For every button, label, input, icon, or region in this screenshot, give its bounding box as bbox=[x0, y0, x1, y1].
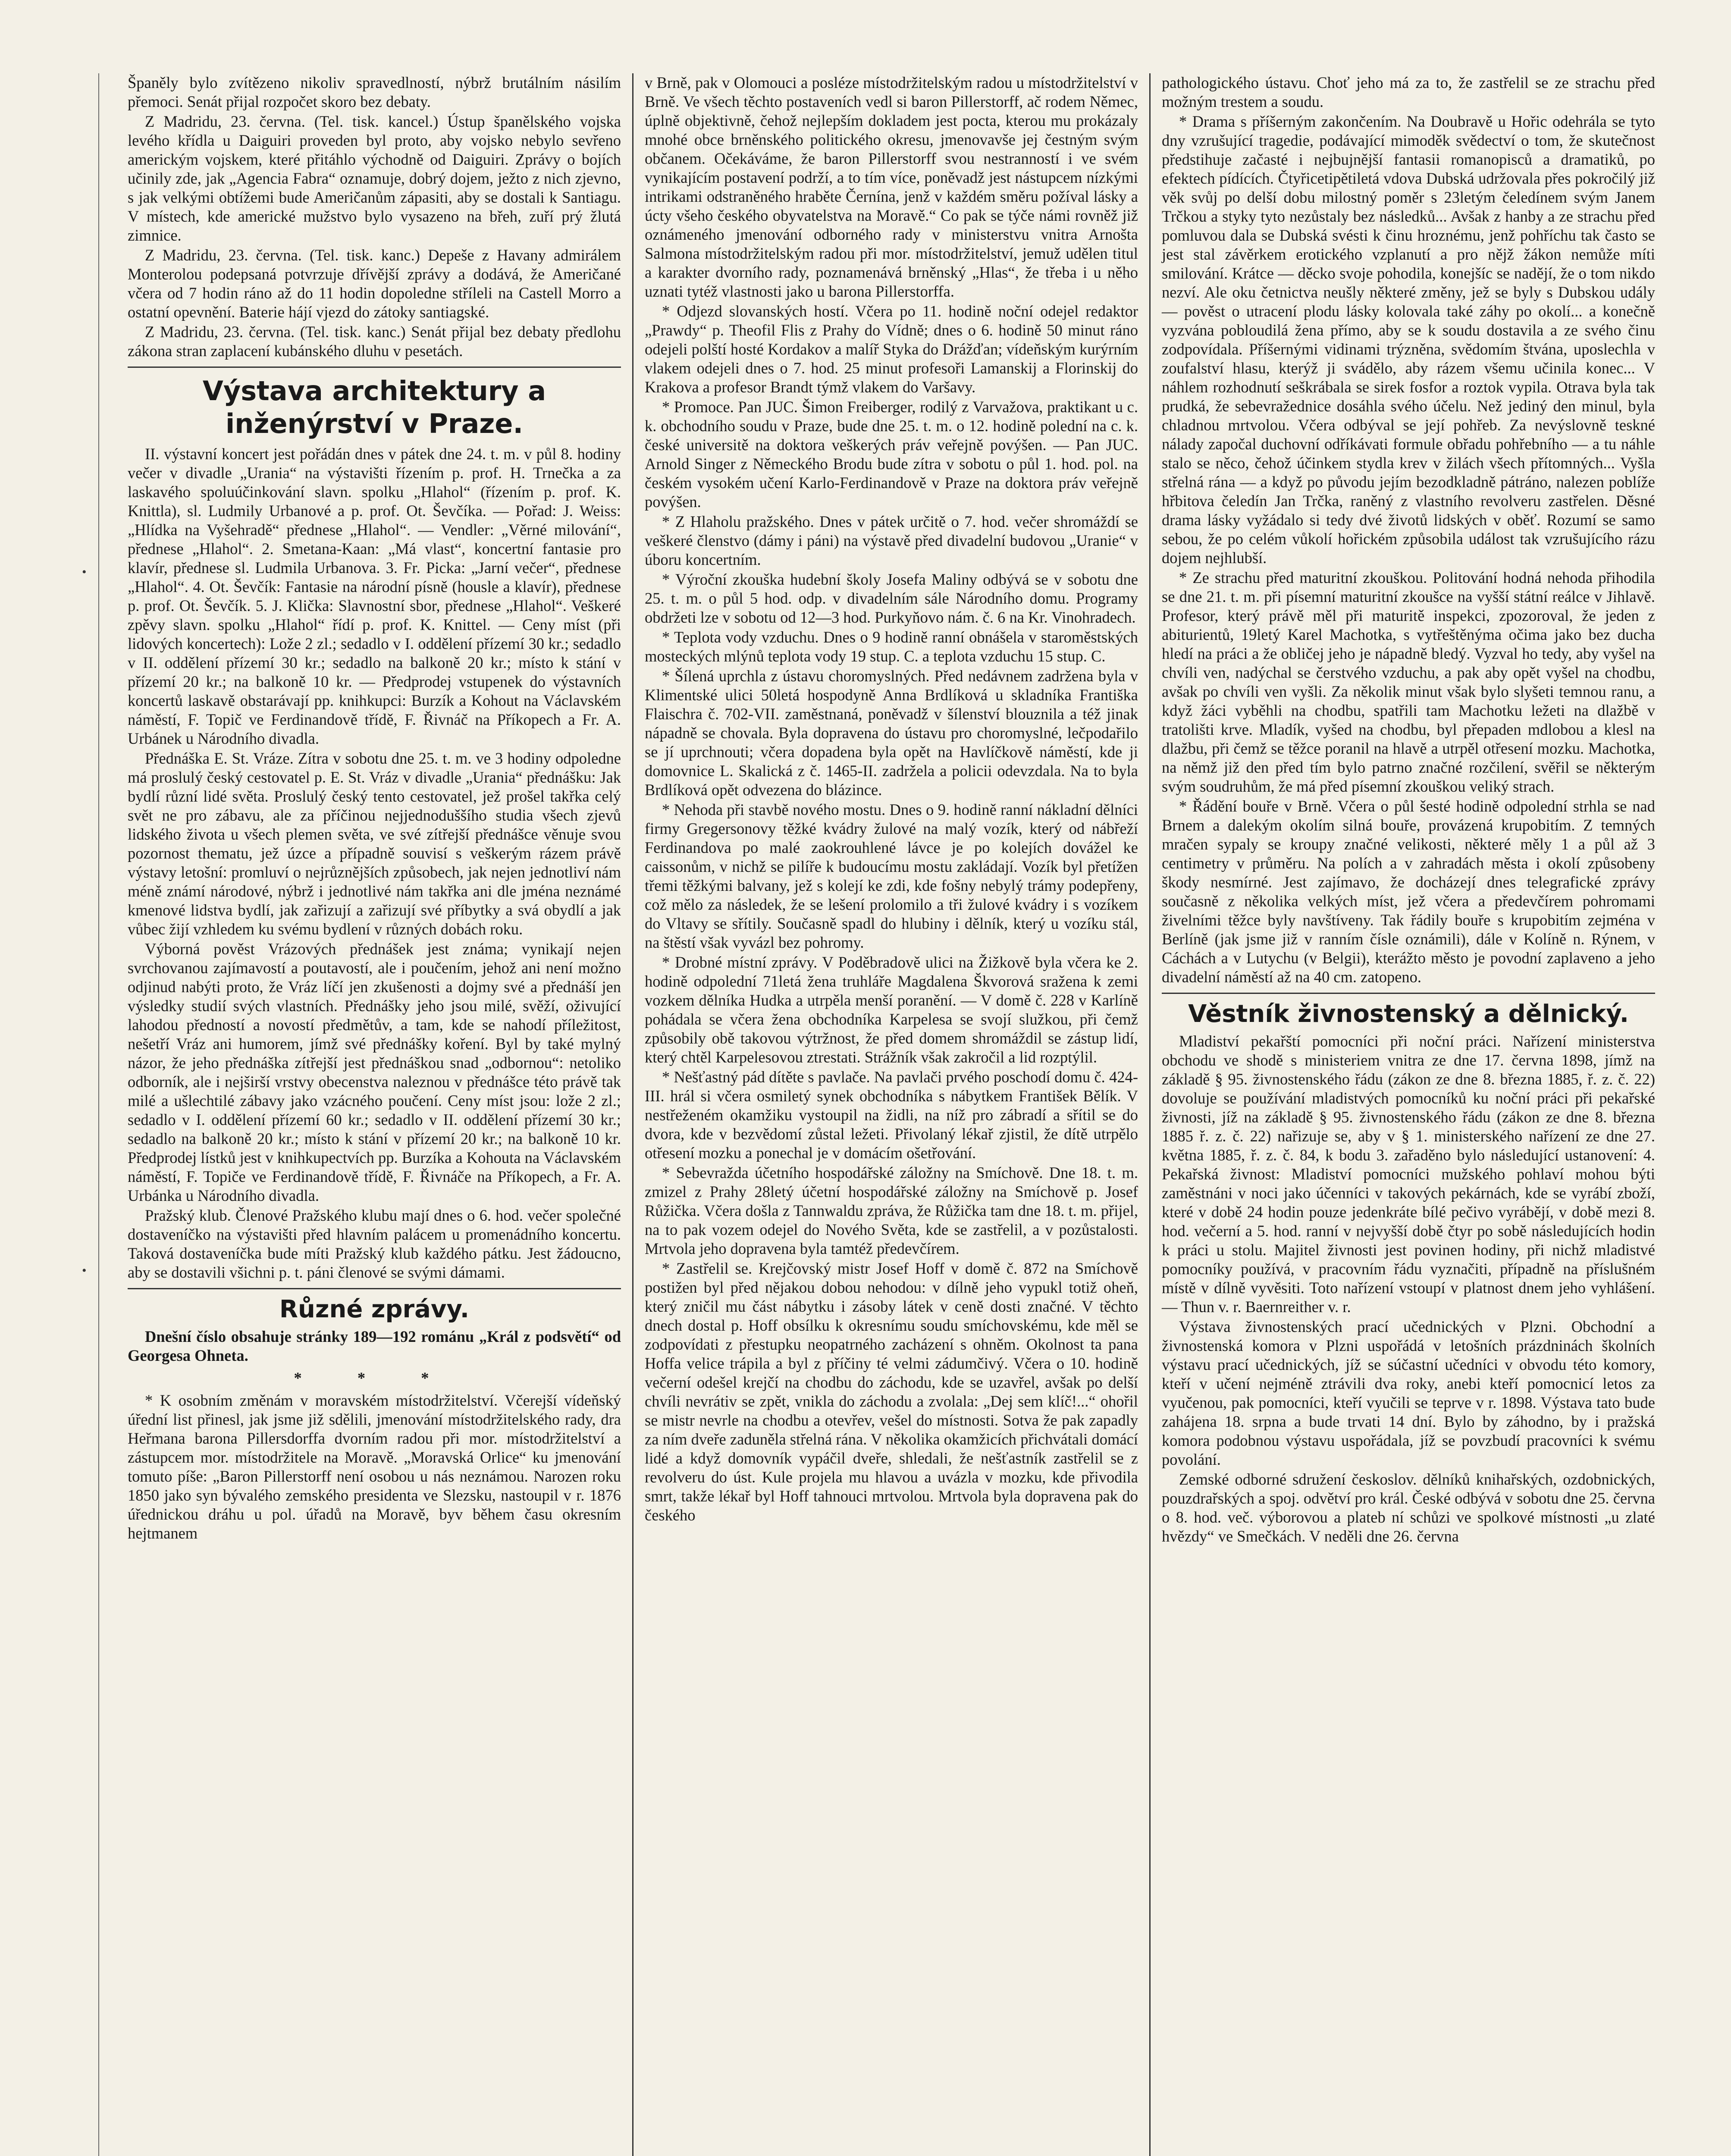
news-item: * Výroční zkouška hudební školy Josefa Maliny odbývá se v sobotu dne 25. t. m. o půl 5 hod. odp. v divadelním sále Národního domu. Programy obdržeti lze v sobotu od 12—3 hod. Purkyňovo nám. č. 6 na Kr. Vinohradech. bbox=[645, 570, 1138, 626]
column-1 bbox=[116, 73, 632, 2156]
news-item: * Ze strachu před maturitní zkouškou. Politování hodná nehoda přihodila se dne 21. t. m. při písemní maturitní zkoušce na vyšší státní reálce v Jihlavě. Profesor, který právě měl při maturitě inspekci, zpozoroval, že jeden z abiturientů, 19letý Karel Machotka, s vytřeštěnýma očima jako bez ducha hledí na práci a že obličej jeho je nápadně bledý. Vyzval ho tedy, aby vyšel na chvíli ven, nadýchal se čerstvého vzduchu, a pak aby opět vyšel na chodbu, avšak po chvíli ven vyšli. Za několik minut však bylo slyšeti temnou ranu, a když žáci vyběhli na chodbu, spatřili tam Machotku ležeti na dlažbě v tratolišti krve. Mladík, vyšed na chodbu, byl přepaden mdlobou a klesl na dlažbu, při čemž se těžce poranil na hlavě a utrpěl otřesení mozku. Machotka, na němž již den před tím bylo patrno značné rozčilení, svěřil se některým svým soudruhům, že má před písemní zkouškou veliký strach. bbox=[1162, 569, 1655, 795]
news-item: Zemské odborné sdružení českoslov. dělníků knihařských, ozdobnických, pouzdrařských a spoj. odvětví pro král. České odbývá v sobotu dne 25. června o 8. hod. več. výborovou a plateb ní schůzi ve spolkové místnosti „u zlaté hvězdy“ ve Smečkách. V neděli dne 26. června bbox=[1162, 1470, 1655, 1545]
article-paragraph: Pražský klub. Členové Pražského klubu mají dnes o 6. hod. večer společné dostaveníčko na výstavišti před hlavním palácem u promenádního koncertu. Taková dostaveníčka bude míti Pražský klub každého pátku. Jest žádoucno, aby se dostavili všichni p. t. páni členové se svými dámami. bbox=[128, 1206, 621, 1281]
section-divider bbox=[128, 367, 621, 368]
news-item: * Nehoda při stavbě nového mostu. Dnes o 9. hodině ranní nákladní dělníci firmy Gregersonovy těžké kvádry žulové na malý vozík, který od nábřeží Ferdinandova po malé zaokrouhlené lávce je po kolejích dovážel ke caissonům, v nichž se pilíře k budoucímu mostu zakládají. Vozík byl přetížen třemi těžkými balvany, jež s kolejí ke zdi, kde fošny nebylý trámy podepřeny, což mělo za následek, že se lešení prolomilo a tři žulové kvádry i s vozíkem do Vltavy se sřítily. Současně spadl do hlubiny i dělník, který u vozíku stál, na štěstí však vyvázl bez pohromy. bbox=[645, 801, 1138, 951]
news-item: * Odjezd slovanských hostí. Včera po 11. hodině noční odejel redaktor „Prawdy“ p. Theofil Flis z Prahy do Vídně; dnes o 6. hodině 50 minut ráno odejeli polští hosté Kordakov a malíř Styka do Drážďan; vídeňským kurýrním vlakem odejeli dnes o 7. hod. 25 minut profesoři Lamanskij a Florinskij do Krakova a profesor Brandt týmž vlakem do Varšavy. bbox=[645, 302, 1138, 396]
article-paragraph: II. výstavní koncert jest pořádán dnes v pátek dne 24. t. m. v půl 8. hodiny večer v divadle „Urania“ na výstavišti řízením p. prof. H. Trnečka a za laskavého spoluúčinkování slavn. spolku „Hlahol“ (řízením p. prof. K. Knittla), sl. Ludmily Urbanové a p. prof. Ot. Ševčíka. — Pořad: J. Weiss: „Hlídka na Vyšehradě“ přednese „Hlahol“. — Vendler: „Věrné milování“, přednese „Hlahol“. 2. Smetana-Kaan: „Má vlast“, koncertní fantasie pro klavír, přednese sl. Ludmila Urbanova. 3. Fr. Picka: „Jarní večer“, přednese „Hlahol“. 4. Ot. Ševčík: Fantasie na národní písně (housle a klavír), přednese p. prof. Ot. Ševčík. 5. J. Klička: Slavnostní sbor, přednese „Hlahol“. Veškeré zpěvy slavn. spolku „Hlahol“ řídí p. prof. K. Knittel. — Ceny míst (při lidových koncertech): Lože 2 zl.; sedadlo v I. oddělení přízemí 30 kr.; sedadlo v II. oddělení přízemí 30 kr.; sedadlo na balkoně 20 kr.; místo k stání v přízemí 20 kr.; na balkoně 10 kr. — Předprodej vstupenek do výstavních koncertů laskavě obstarávají pp. knihkupci: Burzík a Kohout na Václavském náměstí, F. Topič ve Ferdinandově třídě, F. Řivnáč na Příkopech a Fr. A. Urbánek u Národního divadla. bbox=[128, 445, 621, 747]
news-item: * Teplota vody vzduchu. Dnes o 9 hodině ranní obnášela v staroměstských mosteckých mlýnů teplota vody 19 stup. C. a teplota vzduchu 15 stup. C. bbox=[645, 628, 1138, 665]
margin-mark: • bbox=[82, 1263, 87, 1278]
news-item: Mladiství pekařští pomocníci při noční práci. Nařízení ministerstva obchodu ve shodě s ministeriem vnitra ze dne 17. června 1898, jímž na základě § 95. živnostenského řádu (zákon ze dne 8. března 1885, ř. z. č. 22) dovoluje se používání mladistvých pomocníků ku noční práci při pekařské živnosti, jíž na základě § 95. živnostenského řádu (zákon ze dne 8. března 1885 ř. z. č. 22) nařizuje se, aby v § 1. ministerského nařízení ze dne 27. května 1885, ř. z. č. 84, k bodu 3. zařaděno bylo následující ustanovení: 4. Pekařská živnost: Mladiství pomocníci mužského pohlaví mohou býti zaměstnáni v noci jako účenníci v takových pekárnách, kde se vyrábí zboží, které v době 24 hodin pouze jedenkráte bílé pečivo vyrábějí, v době mezi 8. hod. večerní a 5. hod. ranní v nejvyšší době čtyr po sobě následujících hodin k práci u stolu. Majitel živnosti jest povinen hodiny, při nichž mladistvé pomocníky používá, v pracovním řádu vyznačiti, případně na příslušném místě v dílně vyvěsiti. Toto nařízení vstoupí v platnost dnem jeho vyhlášení. — Thun v. r. Baernreither v. r. bbox=[1162, 1032, 1655, 1316]
news-item: * Z Hlaholu pražského. Dnes v pátek určitě o 7. hod. večer shromáždí se veškeré členstvo (dámy i páni) na výstavě před divadelní budovou „Uranie“ v úboru koncertním. bbox=[645, 513, 1138, 568]
news-item: * K osobním změnám v moravském místodržitelství. Včerejší vídeňský úřední list přinesl, jak jsme již sdělili, jmenování místodržitelského rady, dra Heřmana barona Pillersdorffa dvorním radou při mor. místodržitelství a zástupcem mor. místodržitele na Moravě. „Moravská Orlice“ ku jmenování tomuto píše: „Baron Pillerstorff není osobou u nás neznámou. Narozen roku 1850 jako syn bývalého zemského presidenta ve Slezsku, nastoupil v r. 1876 úřednickou dráhu u pol. úřadů na Moravě, byv během času okresním hejtmanem bbox=[128, 1391, 621, 1542]
news-item: * Promoce. Pan JUC. Šimon Freiberger, rodilý z Varvažova, praktikant u c. k. obchodního soudu v Praze, bude dne 25. t. m. o 12. hodině polední na c. k. české universitě na doktora veškerých práv veřejně povýšen. — Pan JUC. Arnold Singer z Německého Brodu bude zítra v sobotu o půl 1. hod. pol. na českém vysokém učení Karlo-Ferdinandově v Praze na doktora práv veřejně povýšen. bbox=[645, 398, 1138, 511]
telegram-paragraph: Z Madridu, 23. června. (Tel. tisk. kanc.) Depeše z Havany admirálem Monterolou podepsaná potvrzuje dřívější zprávy a dodává, že Američané včera od 7 hodin ráno až do 11 hodin dopoledne stříleli na Castell Morro a ostatní opevnění. Baterie hájí vjezd do zátoky santiagské. bbox=[128, 246, 621, 321]
article-paragraph: Španěly bylo zvítězeno nikoliv spravedlností, nýbrž brutálním násilím přemoci. Senát přijal rozpočet skoro bez debaty. bbox=[128, 74, 621, 110]
news-item: * Zastřelil se. Krejčovský mistr Josef Hoff v domě č. 872 na Smíchově postižen byl před nějakou dobou nehodou: v dílně jeho vypukl totiž oheň, který zničil mu část nábytku i zásoby látek v ceně dosti značné. V těchto dnech dostal p. Hoff obsílku k okresnímu soudu smíchovskému, kde měl se zodpovídati z přestupku neopatrného zacházení s ohněm. Okolnost ta pana Hoffa velice trápila a byl z příčiny té velmi zádumčivý. Včera o 10. hodině večerní odešel krejčí na chodbu do záchodu, kde se uzavřel, avšak po delší chvíli nevrátiv se zpět, vnikla do záchodu a zvolala: „Dej sem klíč!...“ ohořil se mistr nevrlе na chodbu a otevřev, vešel do místnosti. Sotva že pak zapadly za ním dveře zaduněla střelná rána. V několika okamžicích přichvátali domácí lidé a když domovník vypáčil dveře, shledali, že nešťastník zastřelil se z revolveru do úst. Kule projela mu hlavou a uvázla v mozku, kde přivodila smrt, takže lékař byl Hoff tahnouci mrtvolou. Mrtvola byla dopravena pak do českého bbox=[645, 1260, 1138, 1524]
asterism: * * * bbox=[294, 1369, 455, 1387]
telegram-paragraph: Z Madridu, 23. června. (Tel. tisk. kanc.) Senát přijal bez debaty předlohu zákona stran zaplacení kubánského dluhu v pesetách. bbox=[128, 323, 621, 360]
article-paragraph: Výborná pověst Vrázových přednášek jest známa; vynikají nejen svrchovanou zajímavostí a poutavostí, ale i poučením, jehož ani není možno odjinud nabýti proto, že Vráz líčí jen zkušenosti a dojmy své a přednáší jen výsledky studií svých vlastních. Přednášky jeho jsou milé, svěží, oživující lahodou předností a novostí předmětův, a tam, kde se nahodí příležitost, nešetří Vráz ani humorem, jímž své přednášky koření. Byl by také mylný názor, že jeho přednáška zítřejší jest přednáškou snad „odbornou“: netoliko odborník, ale i nejširší vrstvy obecenstva naleznou v přednášce této právě tak milé a ušlechtilé zábavy jako vzácného poučení. Ceny míst jsou: lože 2 zl.; sedadlo v I. oddělení přízemí 60 kr.; sedadlo v II. oddělení přízemí 30 kr.; sedadlo na balkoně 20 kr.; místo k stání v přízemí 20 kr.; na balkoně 10 kr. Předprodej lístků jest v knihkupectvích pp. Burzíka a Kohouta na Václavském náměstí, F. Topiče ve Ferdinandově třídě, F. Řivnáče na Příkopech, a Fr. A. Urbánka u Národního divadla. bbox=[128, 940, 621, 1204]
section-divider bbox=[128, 1288, 621, 1289]
news-item: * Drobné místní zprávy. V Poděbradově ulici na Žižkově byla včera ke 2. hodině odpolední 71letá žena truhláře Magdalena Škvorová sražena k zemi vozkem dělníka Hudka a utrpěla menší poranění. — V domě č. 228 v Karlíně pohádala se včera žena obchodníka Karpelesa se svojí služkou, při čemž způsobily obě takovou výtržnost, že před domem shromáždil se zástup lidí, který chtěl Karpelesovou ztrestati. Strážník však zakročil a lid rozptýlil. bbox=[645, 953, 1138, 1066]
section-heading-vestnik: Věstník živnostenský a dělnický. bbox=[1188, 1000, 1629, 1028]
article-paragraph: v Brně, pak v Olomouci a posléze místodržitelským radou u místodržitelství v Brně. Ve všech těchto postaveních vedl si baron Pillerstorff, ač rodem Němec, úplně objektivně, čehož nejlepším dokladem jest poctа, kterou mu prokázaly mnohé obce brněnského politického okresu, jmenovavše jej čestným svým občanem. Očekáváme, že baron Pillerstorff svou nestranností i ve svém vynikajícím postavení podrží, a to tím více, poněvadž jest nástupcem nízkými intrikami odstraněného hraběte Černína, jenž v každém směru požíval lásky a úcty všeho českého obyvatelstva na Moravě.“ Co pak se týče námi rovněž již oznámeného jmenování odborného rady v ministerstvu vnitra Arnošta Salmona místodržitelským radou při mor. místodržitelství, jemuž udělen titul a karakter dvorního rady, poznamenává brněnský „Hlas“, že třeba i u něho uznati tytéž vlastnosti jako u barona Pillerstorffa. bbox=[645, 74, 1138, 300]
binding-fold-line bbox=[98, 73, 99, 2156]
columns bbox=[116, 73, 1666, 2156]
article-paragraph: Přednáška E. St. Vráze. Zítra v sobotu dne 25. t. m. ve 3 hodiny odpoledne má proslulý český cestovatel p. E. St. Vráz v divadle „Urania“ přednášku: Jak bydlí různí lidé světa. Proslulý český tento cestovatel, jež prošel takřka celý svět ne pro zábavu, ale za příčinou nejjednoduššího studia všech zjevů lidského života u všech plemen světa, ve své zítřejší přednášce věnuje svou pozornost thematu, jež úzce a případně souvisí s veškerým rázem právě výstavy letošní: promluví o nejrůznějších způsobech, jak nejen jednotliví nám méně známí národové, nýbrž i jednotlivé nám takřka ani dle jména neznámé kmenové lidstva bydlí, jak zařizují a zařizují své příbytky a svá obydlí a jak vůbec žijí vzhledem ku svému bydlení v různých dobách roku. bbox=[128, 749, 621, 938]
news-item: * Šílená uprchla z ústavu choromyslných. Před nedávnem zadržena byla v Klimentské ulici 50letá hospodyně Anna Brdlíková u skladníka Františka Flaischra č. 702-VII. zaměstnaná, poněvadž v šílenství blouznila a též jinak nápadně se chovala. Byla dopravena do ústavu pro choromyslné, lečpodařilo se jí uprchnouti; včera dopadena byla opět na Havlíčkově náměstí, kde ji domovnice L. Skalická z č. 1465-II. zadržela a policii odevzdala. Na to byla Brdlíková opět odvezena do blázince. bbox=[645, 667, 1138, 799]
news-item: * Nešťastný pád dítěte s pavlače. Na pavlači prvého poschodí domu č. 424-III. hrál si včera osmiletý synek obchodníka s nábytkem František Bělík. V nestřeženém okamžiku vystoupil na židli, na níž pro zábradí a sřítil se do dvora, kde v bezvědomí zůstal ležeti. Přivolaný lékař zjistil, že dítě utrpělo otřesení mozku a ponechal je v domácím ošetřování. bbox=[645, 1068, 1138, 1162]
notice-paragraph: Dnešní číslo obsahuje stránky 189—192 románu „Král z podsvětí“ od Georgesa Ohneta. bbox=[128, 1328, 621, 1364]
column-3 bbox=[1149, 73, 1666, 2156]
article-paragraph: pathologického ústavu. Choť jeho má za to, že zastřelil se ze strachu před možným trestem a soudu. bbox=[1162, 74, 1655, 110]
news-item: Výstava živnostenských prací učednických v Plzni. Obchodní a živnostenská komora v Plzni uspořádá v letošních prázdninách školních výstavu prací učednických, jíž se súčastní učedníci v obvodu této komory, kteří v učení nejméně ztrávili dva roky, anebi kteří pomocnicí letos za vyučenou, pak pomocníci, kteří vyučili se teprve v r. 1898. Výstava tato bude zahájena 18. srpna a bude trvati 14 dní. Bylo by záhodno, by i pražská komora podobnou výstavu uspořádala, jíž se povzbudí pracovníci k svému povolání. bbox=[1162, 1318, 1655, 1468]
margin-mark: • bbox=[82, 565, 87, 579]
news-item: * Drama s příšerným zakončením. Na Doubravě u Hořic odehrála se tyto dny vzrušující tragedie, podávající mimoděk svědectví o tom, že skutečnost předstihuje začasté i nejbujnější fantasii romanopisců a dramatiků, po efektech pídících. Čtyřicetipětiletá vdova Dubská udržovala přes pokročilý již věk svůj po delší dobu milostný poměr s 23letým čeledínem svým Janem Trčkou a styky tyto nezůstaly bez následků... Avšak z hanby a ze strachu před pomluvou dala se Dubská svésti k činu hroznému, jenž pohříchu tak často se jest stal závěrkem erotického vzplanutí a pro nějž žákon nemůže míti smilování. Krátce — děcko svoje pohodila, konejšíc se nadějí, že o tom nikdo nezví. Ale oku četnictva neušly některé změny, jež se byly s Dubskou udály — pověst o utracení plodu lásky kolovala také záhy po okolí... a konečně vyzvána pobloudilá žena přímo, aby se k soudu dostavila a ze svého činu zodpovídala. Příšernými vidinami trýzněna, svědomím štvána, uposlechla v zoufalství hlasu, kterýž ji svádělo, aby rázem všemu učinila konec... V náhlem rozhodnutí seškrábala se sirek fosfor a roztok vypila. Otrava byla tak prudká, že sebevražednice dosáhla svého účelu. Než jediný den minul, byla chladnou mrtvolou. Včera odbýval se její pohřeb. Za nevýslovně teskné nálady započal duchovní odříkávati formule obřadu pohřebního — a tu náhle stalo se něco, čehož účinkem stydla krev v žilách všech přítomných... Vyšla střelná rána — a když po původu jejím bezodkladně pátráno, nalezen poblíže hřbitova čeledín Jan Trčka, raněný z vlastního revolveru zastřelen. Děsné drama lásky vyžádalo si tedy dvé životů lidských v oběť. Rozumí se samo sebou, že po celém vůkolí hořickém způsobila událost tak vzrušujícího rázu dojem nejhlubší. bbox=[1162, 113, 1655, 567]
news-item: * Sebevražda účetního hospodářské záložny na Smíchově. Dne 18. t. m. zmizel z Prahy 28letý účetní hospodářské záložny na Smíchově p. Josef Růžička. Včera došla z Tannwaldu zpráva, že Růžička tam dne 18. t. m. přijel, na to pak vozem odejel do Nového Světa, kde se zastřelil, a v pozůstalosti. Mrtvola jeho dopravena byla tamtéž předevčírem. bbox=[645, 1164, 1138, 1257]
section-divider bbox=[1162, 993, 1655, 994]
section-heading-vystava: Výstava architektury a inženýrství v Praze. bbox=[202, 375, 546, 439]
news-item: * Řádění bouře v Brně. Včera o půl šesté hodině odpolední strhla se nad Brnem a dalekým okolím silná bouře, provázená krupobitím. Z temných mračen sypaly se kroupy značné velikosti, některé měly 1 a půl až 3 centimetry v průměru. Na polích a v zahradách města i okolí způsobeny škody nesmírné. Jest zajímavo, že docházejí dnes telegrafické zprávy současně z několika velkých míst, jež včera a předevčírem pohromami živelními těžce byly navštíveny. Tak řádily bouře s krupobitím zejména v Berlíně (jak jsme již v ranním čísle oznámili), dále v Kolíně n. Rýnem, v Cáchách a v Lutychu (v Belgii), kterážto město je povodní zaplaveno a jeho divadelní náměstí až na 40 cm. zatopeno. bbox=[1162, 797, 1655, 986]
column-2 bbox=[632, 73, 1149, 2156]
section-heading-ruzne: Různé zprávy. bbox=[279, 1295, 470, 1323]
telegram-paragraph: Z Madridu, 23. června. (Tel. tisk. kancel.) Ústup španělského vojska levého křídla u Daiguiri proveden byl proto, aby vojsko nebylo sevřeno americkým vojskem, které přitáhlo východně od Daiguiri. Zprávy o bojích učinily zde, jak „Agencia Fabra“ oznamuje, dobrý dojem, ježto z nich zjevno, s jak velkými obtížemi bude Američanům zápasiti, aby se dostali k Santiagu. V místech, kde americké mužstvo bylo vysazeno na břeh, zuří prý žlutá zimnice. bbox=[128, 113, 621, 244]
